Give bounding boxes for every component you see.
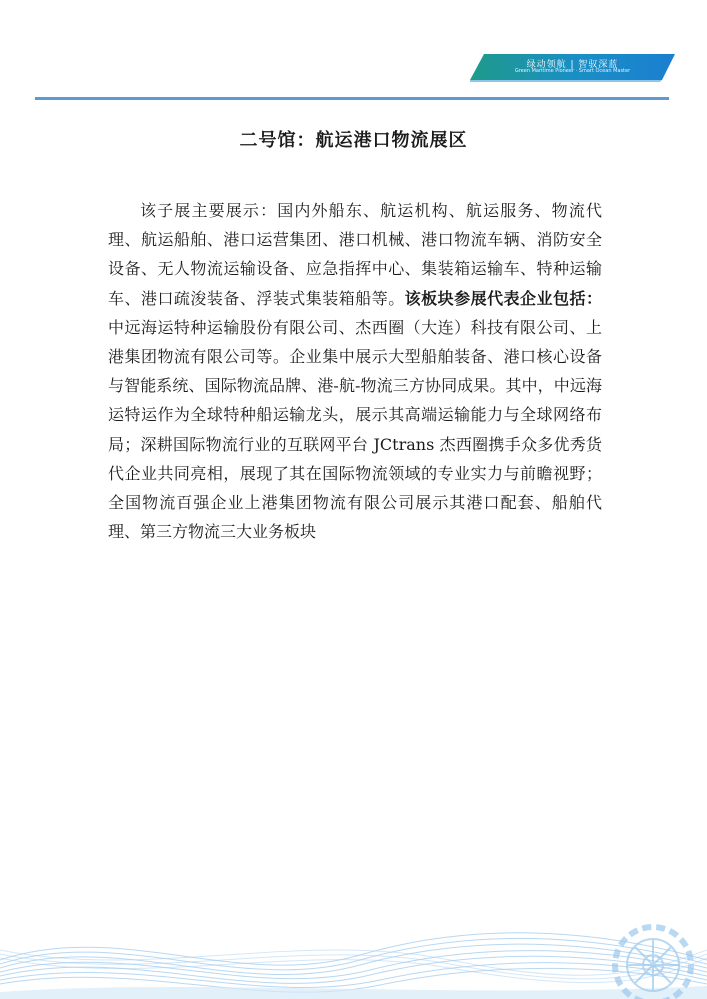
gear-logo-icon: [598, 915, 707, 999]
page-title: 二号馆：航运港口物流展区: [239, 130, 468, 151]
header-banner: [470, 54, 675, 82]
intro-text: 该子展主要展示：国内外船东、航运机构、航运服务、物流代理、航运船舶、港口运营集团、港口机械、港口物流车辆、消防安全设备、无人物流运输设备、应急指挥中心、集装箱运输车、特种运输车、港口疏浚装备、浮装式集装箱船等。: [108, 201, 602, 308]
rest-text: 中远海运特种运输股份有限公司、杰西圈（大连）科技有限公司、上港集团物流有限公司等。企业集中展示大型船舶装备、港口核心设备与智能系统、国际物流品牌、港-航-物流三方协同成果。其中，中远海运特运作为全球特种船运输龙头，展示其高端运输能力与全球网络布局；深耕国际物流行业的互联网平台 JCtrans 杰西圈携手众多优秀货代企业共同亮相，展现了其在国际物流领域的专业实力与前瞻视野；全国物流百强企业上港集团物流有限公司展示其港口配套、船舶代理、第三方物流三大业务板块: [108, 317, 602, 542]
banner-slogan: 绿动领航 | 智驭深蓝: [526, 60, 619, 70]
bold-lead: 该板块参展代表企业包括：: [404, 288, 602, 308]
header-rule: [35, 97, 669, 100]
body-paragraph: [108, 196, 602, 546]
banner-subtitle: Green Maritime Pioneer · Smart Ocean Master: [514, 68, 631, 74]
